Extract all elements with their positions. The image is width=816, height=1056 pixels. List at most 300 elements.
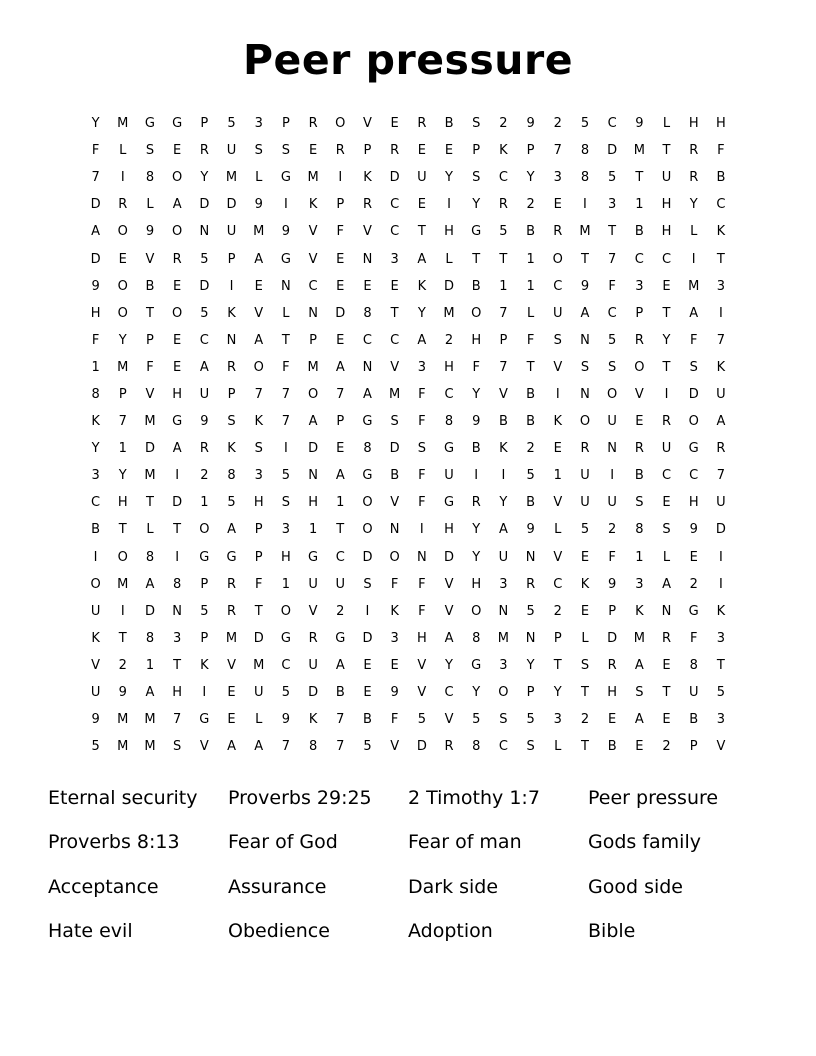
grid-cell-r9-c2: Y bbox=[118, 332, 127, 348]
grid-cell-r9-c23: F bbox=[689, 332, 698, 348]
grid-cell-r3-c24: B bbox=[716, 170, 726, 186]
grid-cell-r12-c7: K bbox=[254, 414, 263, 430]
grid-cell-r5-c7: M bbox=[253, 224, 265, 240]
grid-cell-r8-c1: H bbox=[90, 305, 101, 321]
grid-cell-r19-c19: E bbox=[580, 603, 590, 619]
grid-cell-r20-c15: 8 bbox=[472, 630, 481, 646]
grid-cell-r2-c2: L bbox=[119, 143, 127, 159]
grid-cell-r12-c24: A bbox=[716, 414, 726, 430]
grid-cell-r1-c24: H bbox=[716, 116, 726, 132]
grid-cell-r23-c14: V bbox=[444, 712, 454, 728]
grid-cell-r19-c20: P bbox=[608, 603, 617, 619]
grid-cell-r20-c7: D bbox=[253, 630, 264, 646]
grid-cell-r13-c17: 2 bbox=[526, 441, 535, 457]
grid-cell-r3-c11: K bbox=[363, 170, 372, 186]
grid-cell-r1-c6: 5 bbox=[227, 116, 236, 132]
grid-cell-r14-c17: 5 bbox=[526, 468, 535, 484]
grid-cell-r15-c19: U bbox=[580, 495, 590, 511]
grid-cell-r24-c22: 2 bbox=[662, 739, 671, 755]
word-list-item: Hate evil bbox=[48, 920, 133, 943]
grid-cell-r10-c21: O bbox=[634, 359, 645, 375]
grid-cell-r17-c20: F bbox=[608, 549, 616, 565]
grid-cell-r10-c5: A bbox=[199, 359, 209, 375]
grid-cell-r23-c11: B bbox=[363, 712, 372, 728]
grid-cell-r8-c3: T bbox=[145, 305, 154, 321]
grid-cell-r6-c23: I bbox=[691, 251, 696, 267]
grid-cell-r7-c16: 1 bbox=[499, 278, 508, 294]
grid-cell-r1-c17: 9 bbox=[526, 116, 535, 132]
grid-cell-r22-c6: E bbox=[227, 685, 236, 701]
grid-cell-r6-c14: L bbox=[445, 251, 453, 267]
grid-cell-r4-c24: C bbox=[716, 197, 726, 213]
grid-cell-r7-c13: K bbox=[417, 278, 427, 294]
grid-cell-r10-c23: S bbox=[689, 359, 698, 375]
grid-cell-r6-c9: V bbox=[308, 251, 318, 267]
grid-cell-r23-c20: E bbox=[608, 712, 617, 728]
grid-cell-r18-c2: M bbox=[117, 576, 129, 592]
grid-cell-r20-c4: 3 bbox=[173, 630, 182, 646]
word-list-item: Gods family bbox=[588, 831, 701, 854]
grid-cell-r13-c10: E bbox=[336, 441, 345, 457]
grid-cell-r15-c5: 1 bbox=[200, 495, 209, 511]
grid-cell-r1-c3: G bbox=[144, 116, 155, 132]
grid-cell-r3-c23: R bbox=[689, 170, 699, 186]
grid-cell-r18-c18: C bbox=[553, 576, 563, 592]
grid-cell-r11-c14: C bbox=[444, 386, 454, 402]
grid-cell-r9-c19: N bbox=[580, 332, 590, 348]
grid-cell-r15-c4: D bbox=[172, 495, 183, 511]
grid-cell-r5-c11: V bbox=[363, 224, 372, 240]
grid-cell-r6-c12: 3 bbox=[390, 251, 399, 267]
grid-cell-r7-c24: 3 bbox=[716, 278, 726, 294]
grid-cell-r10-c22: T bbox=[662, 359, 671, 375]
grid-cell-r12-c3: M bbox=[144, 414, 156, 430]
grid-cell-r13-c21: R bbox=[634, 441, 644, 457]
grid-cell-r3-c12: D bbox=[389, 170, 400, 186]
grid-cell-r23-c3: M bbox=[144, 712, 156, 728]
grid-cell-r19-c16: N bbox=[498, 603, 509, 619]
grid-cell-r4-c23: Y bbox=[689, 197, 698, 213]
grid-cell-r3-c9: M bbox=[307, 170, 319, 186]
grid-cell-r7-c21: 3 bbox=[635, 278, 644, 294]
grid-cell-r4-c12: C bbox=[390, 197, 400, 213]
grid-cell-r24-c13: D bbox=[416, 739, 427, 755]
grid-cell-r7-c4: E bbox=[173, 278, 182, 294]
grid-cell-r15-c22: E bbox=[662, 495, 671, 511]
grid-cell-r14-c3: M bbox=[144, 468, 156, 484]
grid-cell-r5-c24: K bbox=[716, 224, 726, 240]
grid-cell-r3-c22: U bbox=[661, 170, 672, 186]
grid-cell-r18-c7: F bbox=[254, 576, 263, 592]
grid-cell-r16-c5: O bbox=[199, 522, 210, 538]
grid-cell-r9-c3: P bbox=[146, 332, 154, 348]
grid-cell-r17-c11: D bbox=[362, 549, 373, 565]
grid-cell-r24-c10: 7 bbox=[336, 739, 345, 755]
grid-cell-r15-c20: U bbox=[607, 495, 617, 511]
grid-cell-r24-c23: P bbox=[689, 739, 698, 755]
grid-cell-r23-c23: B bbox=[689, 712, 699, 728]
grid-cell-r17-c21: 1 bbox=[635, 549, 644, 565]
grid-cell-r24-c14: R bbox=[444, 739, 454, 755]
grid-cell-r17-c9: G bbox=[308, 549, 319, 565]
grid-cell-r4-c3: L bbox=[146, 197, 154, 213]
grid-cell-r6-c15: T bbox=[472, 251, 481, 267]
grid-cell-r7-c7: E bbox=[254, 278, 263, 294]
grid-cell-r1-c10: O bbox=[335, 116, 346, 132]
grid-cell-r2-c13: E bbox=[417, 143, 426, 159]
grid-cell-r4-c20: 3 bbox=[608, 197, 617, 213]
grid-cell-r10-c16: 7 bbox=[499, 359, 508, 375]
grid-cell-r16-c23: 9 bbox=[689, 522, 698, 538]
grid-cell-r22-c24: 5 bbox=[716, 685, 726, 701]
grid-cell-r20-c14: A bbox=[444, 630, 454, 646]
grid-cell-r12-c1: K bbox=[91, 414, 100, 430]
grid-cell-r8-c12: T bbox=[390, 305, 399, 321]
grid-cell-r15-c15: R bbox=[471, 495, 481, 511]
grid-cell-r5-c8: 9 bbox=[281, 224, 291, 240]
grid-cell-r10-c24: K bbox=[716, 359, 726, 375]
grid-cell-r12-c23: O bbox=[688, 414, 699, 430]
grid-cell-r11-c5: U bbox=[199, 386, 210, 402]
grid-cell-r22-c11: E bbox=[363, 685, 372, 701]
grid-cell-r6-c24: T bbox=[716, 251, 725, 267]
grid-cell-r17-c12: O bbox=[389, 549, 400, 565]
grid-cell-r12-c21: E bbox=[635, 414, 644, 430]
grid-cell-r3-c6: M bbox=[225, 170, 238, 186]
grid-cell-r9-c5: C bbox=[199, 332, 209, 348]
grid-cell-r13-c12: D bbox=[389, 441, 400, 457]
grid-cell-r17-c2: O bbox=[117, 549, 128, 565]
grid-cell-r23-c9: K bbox=[308, 712, 318, 728]
grid-cell-r23-c13: 5 bbox=[417, 712, 426, 728]
grid-cell-r24-c20: B bbox=[607, 739, 617, 755]
grid-cell-r21-c14: Y bbox=[445, 657, 453, 673]
grid-cell-r19-c22: N bbox=[661, 603, 672, 619]
grid-cell-r11-c3: V bbox=[145, 386, 155, 402]
grid-cell-r21-c2: 2 bbox=[118, 657, 127, 673]
grid-cell-r4-c2: R bbox=[118, 197, 128, 213]
grid-cell-r9-c10: E bbox=[336, 332, 345, 348]
grid-cell-r12-c4: G bbox=[172, 414, 183, 430]
grid-cell-r14-c20: I bbox=[610, 468, 615, 484]
grid-cell-r3-c16: C bbox=[498, 170, 508, 186]
grid-cell-r7-c8: N bbox=[281, 278, 291, 294]
grid-cell-r6-c8: G bbox=[280, 251, 291, 267]
grid-cell-r15-c17: B bbox=[526, 495, 536, 511]
grid-cell-r8-c6: K bbox=[227, 305, 236, 321]
word-list-item: Eternal security bbox=[48, 787, 198, 810]
grid-cell-r6-c11: N bbox=[362, 251, 373, 267]
grid-cell-r11-c18: I bbox=[555, 386, 560, 402]
grid-cell-r19-c12: K bbox=[390, 603, 399, 619]
grid-cell-r20-c20: D bbox=[607, 630, 618, 646]
grid-cell-r24-c15: 8 bbox=[472, 739, 481, 755]
grid-cell-r19-c10: 2 bbox=[336, 603, 345, 619]
grid-cell-r1-c1: Y bbox=[91, 116, 100, 132]
grid-cell-r22-c18: Y bbox=[553, 685, 562, 701]
grid-cell-r15-c10: 1 bbox=[336, 495, 345, 511]
grid-cell-r16-c17: 9 bbox=[526, 522, 535, 538]
grid-cell-r22-c17: P bbox=[526, 685, 535, 701]
grid-cell-r23-c10: 7 bbox=[336, 712, 345, 728]
grid-cell-r13-c11: 8 bbox=[363, 441, 372, 457]
grid-cell-r16-c2: T bbox=[118, 522, 127, 538]
grid-cell-r10-c15: F bbox=[472, 359, 480, 375]
grid-cell-r15-c14: G bbox=[443, 495, 455, 511]
grid-cell-r9-c12: C bbox=[390, 332, 400, 348]
grid-cell-r21-c9: U bbox=[308, 657, 318, 673]
grid-cell-r18-c13: F bbox=[418, 576, 426, 592]
grid-cell-r20-c3: 8 bbox=[145, 630, 155, 646]
grid-cell-r8-c8: L bbox=[282, 305, 290, 321]
grid-cell-r8-c5: 5 bbox=[200, 305, 209, 321]
grid-cell-r22-c7: U bbox=[253, 685, 264, 701]
word-list-item: Fear of God bbox=[228, 831, 338, 854]
grid-cell-r2-c8: S bbox=[281, 143, 291, 159]
grid-cell-r11-c15: Y bbox=[472, 386, 481, 402]
grid-cell-r13-c5: R bbox=[199, 441, 209, 457]
grid-cell-r13-c18: E bbox=[553, 441, 562, 457]
grid-cell-r11-c9: O bbox=[307, 386, 319, 402]
grid-cell-r18-c16: 3 bbox=[499, 576, 508, 592]
grid-cell-r6-c19: T bbox=[580, 251, 589, 267]
grid-cell-r4-c5: D bbox=[199, 197, 210, 213]
grid-cell-r14-c23: C bbox=[689, 468, 699, 484]
grid-cell-r2-c12: R bbox=[390, 143, 400, 159]
grid-cell-r18-c12: F bbox=[390, 576, 399, 592]
grid-cell-r12-c8: 7 bbox=[281, 414, 291, 430]
grid-cell-r16-c10: T bbox=[336, 522, 345, 538]
grid-cell-r24-c4: S bbox=[173, 739, 182, 755]
grid-cell-r4-c8: I bbox=[283, 197, 288, 213]
grid-cell-r12-c6: S bbox=[227, 414, 236, 430]
grid-cell-r2-c4: E bbox=[173, 143, 182, 159]
grid-cell-r16-c22: S bbox=[662, 522, 671, 538]
grid-cell-r16-c21: 8 bbox=[635, 522, 644, 538]
grid-cell-r14-c22: C bbox=[661, 468, 672, 484]
grid-cell-r17-c23: E bbox=[689, 549, 698, 565]
grid-cell-r8-c23: A bbox=[689, 305, 699, 321]
grid-cell-r5-c18: R bbox=[553, 224, 563, 240]
grid-cell-r23-c1: 9 bbox=[91, 712, 100, 728]
grid-cell-r5-c10: F bbox=[336, 224, 345, 240]
grid-cell-r17-c15: Y bbox=[472, 549, 481, 565]
grid-cell-r3-c13: U bbox=[417, 170, 427, 186]
grid-cell-r4-c10: P bbox=[336, 197, 345, 213]
grid-cell-r13-c2: 1 bbox=[118, 441, 127, 457]
grid-cell-r23-c7: L bbox=[255, 712, 263, 728]
grid-cell-r18-c21: 3 bbox=[635, 576, 644, 592]
grid-cell-r18-c3: A bbox=[145, 576, 155, 592]
grid-cell-r17-c7: P bbox=[254, 549, 263, 565]
grid-cell-r8-c15: O bbox=[471, 305, 482, 321]
grid-cell-r5-c12: C bbox=[390, 224, 400, 240]
grid-cell-r11-c8: 7 bbox=[281, 386, 291, 402]
grid-cell-r12-c2: 7 bbox=[118, 414, 127, 430]
grid-cell-r2-c3: S bbox=[145, 143, 155, 159]
grid-cell-r9-c4: E bbox=[173, 332, 182, 348]
grid-cell-r7-c15: B bbox=[471, 278, 481, 294]
grid-cell-r6-c4: R bbox=[172, 251, 182, 267]
grid-cell-r21-c6: V bbox=[227, 657, 236, 673]
grid-cell-r10-c19: S bbox=[580, 359, 590, 375]
grid-cell-r17-c1: I bbox=[93, 549, 98, 565]
word-list-item: 2 Timothy 1:7 bbox=[408, 787, 540, 810]
grid-cell-r17-c13: N bbox=[416, 549, 427, 565]
grid-cell-r7-c14: D bbox=[444, 278, 455, 294]
grid-cell-r16-c14: H bbox=[444, 522, 454, 538]
grid-cell-r17-c22: L bbox=[662, 549, 671, 565]
grid-cell-r23-c2: M bbox=[117, 712, 129, 728]
grid-cell-r7-c5: D bbox=[199, 278, 210, 294]
grid-cell-r10-c1: 1 bbox=[91, 359, 100, 375]
grid-cell-r2-c21: M bbox=[633, 143, 645, 159]
grid-cell-r17-c16: U bbox=[498, 549, 509, 565]
grid-cell-r5-c2: O bbox=[117, 224, 128, 240]
grid-cell-r3-c1: 7 bbox=[91, 170, 100, 186]
grid-cell-r2-c18: 7 bbox=[553, 143, 562, 159]
grid-cell-r4-c16: R bbox=[498, 197, 508, 213]
grid-cell-r11-c2: P bbox=[118, 386, 127, 402]
grid-cell-r12-c22: R bbox=[662, 414, 672, 430]
grid-cell-r19-c1: U bbox=[90, 603, 101, 619]
grid-cell-r22-c21: S bbox=[635, 685, 644, 701]
grid-cell-r11-c17: B bbox=[526, 386, 536, 402]
grid-cell-r7-c2: O bbox=[117, 278, 128, 294]
grid-cell-r20-c17: N bbox=[525, 630, 536, 646]
grid-cell-r15-c24: U bbox=[716, 495, 726, 511]
grid-cell-r24-c11: 5 bbox=[363, 739, 372, 755]
grid-cell-r11-c6: P bbox=[227, 386, 236, 402]
grid-cell-r1-c11: V bbox=[363, 116, 372, 132]
grid-cell-r23-c5: G bbox=[199, 712, 210, 728]
grid-cell-r7-c12: E bbox=[390, 278, 399, 294]
grid-cell-r7-c23: M bbox=[688, 278, 700, 294]
grid-cell-r3-c19: 8 bbox=[580, 170, 590, 186]
grid-cell-r9-c7: A bbox=[254, 332, 264, 348]
grid-cell-r21-c19: S bbox=[580, 657, 590, 673]
grid-cell-r17-c19: E bbox=[580, 549, 590, 565]
grid-cell-r22-c15: Y bbox=[472, 685, 481, 701]
grid-cell-r21-c15: G bbox=[471, 657, 482, 673]
grid-cell-r16-c24: D bbox=[715, 522, 726, 538]
grid-cell-r16-c11: O bbox=[362, 522, 373, 538]
grid-cell-r19-c2: I bbox=[120, 603, 125, 619]
grid-cell-r21-c11: E bbox=[363, 657, 372, 673]
grid-cell-r15-c9: H bbox=[308, 495, 318, 511]
grid-cell-r9-c24: 7 bbox=[716, 332, 726, 348]
grid-cell-r24-c7: A bbox=[254, 739, 264, 755]
grid-cell-r22-c14: C bbox=[444, 685, 454, 701]
grid-cell-r9-c8: T bbox=[281, 332, 290, 348]
grid-cell-r8-c24: I bbox=[718, 305, 723, 321]
grid-cell-r18-c1: O bbox=[90, 576, 101, 592]
grid-cell-r21-c17: Y bbox=[526, 657, 535, 673]
grid-cell-r13-c6: K bbox=[227, 441, 236, 457]
grid-cell-r18-c19: K bbox=[580, 576, 590, 592]
grid-cell-r4-c21: 1 bbox=[635, 197, 644, 213]
grid-cell-r12-c5: 9 bbox=[200, 414, 209, 430]
grid-cell-r14-c14: U bbox=[444, 468, 454, 484]
grid-cell-r17-c5: G bbox=[199, 549, 210, 565]
grid-cell-r18-c23: 2 bbox=[689, 576, 698, 592]
grid-cell-r22-c20: H bbox=[607, 685, 618, 701]
grid-cell-r24-c8: 7 bbox=[281, 739, 291, 755]
grid-cell-r6-c17: 1 bbox=[526, 251, 535, 267]
word-list-item: Proverbs 29:25 bbox=[228, 787, 372, 810]
grid-cell-r4-c4: A bbox=[172, 197, 182, 213]
grid-cell-r20-c6: M bbox=[225, 630, 238, 646]
grid-cell-r19-c21: K bbox=[635, 603, 644, 619]
grid-cell-r14-c24: 7 bbox=[716, 468, 726, 484]
grid-cell-r22-c16: O bbox=[498, 685, 509, 701]
grid-cell-r18-c22: A bbox=[662, 576, 671, 592]
grid-cell-r14-c7: 3 bbox=[254, 468, 263, 484]
grid-cell-r10-c18: V bbox=[553, 359, 563, 375]
grid-cell-r5-c5: N bbox=[199, 224, 210, 240]
grid-cell-r10-c2: M bbox=[117, 359, 129, 375]
grid-cell-r15-c1: C bbox=[91, 495, 101, 511]
grid-cell-r23-c17: 5 bbox=[526, 712, 535, 728]
grid-cell-r24-c24: V bbox=[716, 739, 726, 755]
grid-cell-r2-c6: U bbox=[226, 143, 237, 159]
grid-cell-r10-c4: E bbox=[173, 359, 182, 375]
grid-cell-r23-c24: 3 bbox=[716, 712, 726, 728]
grid-cell-r15-c12: V bbox=[390, 495, 400, 511]
grid-cell-r3-c3: 8 bbox=[145, 170, 155, 186]
grid-cell-r23-c22: E bbox=[662, 712, 671, 728]
grid-cell-r14-c4: I bbox=[175, 468, 180, 484]
grid-cell-r5-c17: B bbox=[526, 224, 536, 240]
grid-cell-r13-c22: U bbox=[661, 441, 672, 457]
grid-cell-r14-c15: I bbox=[474, 468, 479, 484]
grid-cell-r16-c1: B bbox=[91, 522, 101, 538]
grid-cell-r19-c15: O bbox=[471, 603, 482, 619]
grid-cell-r11-c7: 7 bbox=[254, 386, 263, 402]
grid-cell-r14-c10: A bbox=[335, 468, 345, 484]
grid-cell-r10-c11: N bbox=[362, 359, 373, 375]
grid-cell-r20-c23: F bbox=[689, 630, 698, 646]
grid-cell-r22-c19: T bbox=[580, 685, 589, 701]
grid-cell-r23-c16: S bbox=[499, 712, 508, 728]
grid-cell-r17-c24: I bbox=[718, 549, 723, 565]
grid-cell-r13-c24: R bbox=[716, 441, 726, 457]
grid-cell-r10-c3: F bbox=[146, 359, 154, 375]
grid-cell-r3-c4: O bbox=[172, 170, 183, 186]
grid-cell-r18-c8: 1 bbox=[281, 576, 291, 592]
grid-cell-r7-c6: I bbox=[229, 278, 234, 294]
grid-cell-r9-c9: P bbox=[309, 332, 318, 348]
grid-cell-r19-c9: V bbox=[308, 603, 318, 619]
grid-cell-r8-c22: T bbox=[662, 305, 671, 321]
grid-cell-r21-c16: 3 bbox=[499, 657, 508, 673]
grid-cell-r8-c18: U bbox=[553, 305, 563, 321]
grid-cell-r20-c1: K bbox=[91, 630, 100, 646]
grid-cell-r15-c3: T bbox=[145, 495, 154, 511]
grid-cell-r1-c19: 5 bbox=[580, 116, 590, 132]
grid-cell-r5-c1: A bbox=[91, 224, 101, 240]
grid-cell-r12-c18: K bbox=[553, 414, 563, 430]
grid-cell-r19-c6: R bbox=[227, 603, 237, 619]
grid-cell-r14-c21: B bbox=[634, 468, 644, 484]
grid-cell-r23-c18: 3 bbox=[553, 712, 562, 728]
grid-cell-r9-c18: S bbox=[553, 332, 562, 348]
grid-cell-r14-c19: U bbox=[580, 468, 590, 484]
grid-cell-r10-c14: H bbox=[444, 359, 454, 375]
grid-cell-r15-c7: H bbox=[253, 495, 264, 511]
grid-cell-r9-c6: N bbox=[226, 332, 237, 348]
grid-cell-r24-c1: 5 bbox=[91, 739, 100, 755]
